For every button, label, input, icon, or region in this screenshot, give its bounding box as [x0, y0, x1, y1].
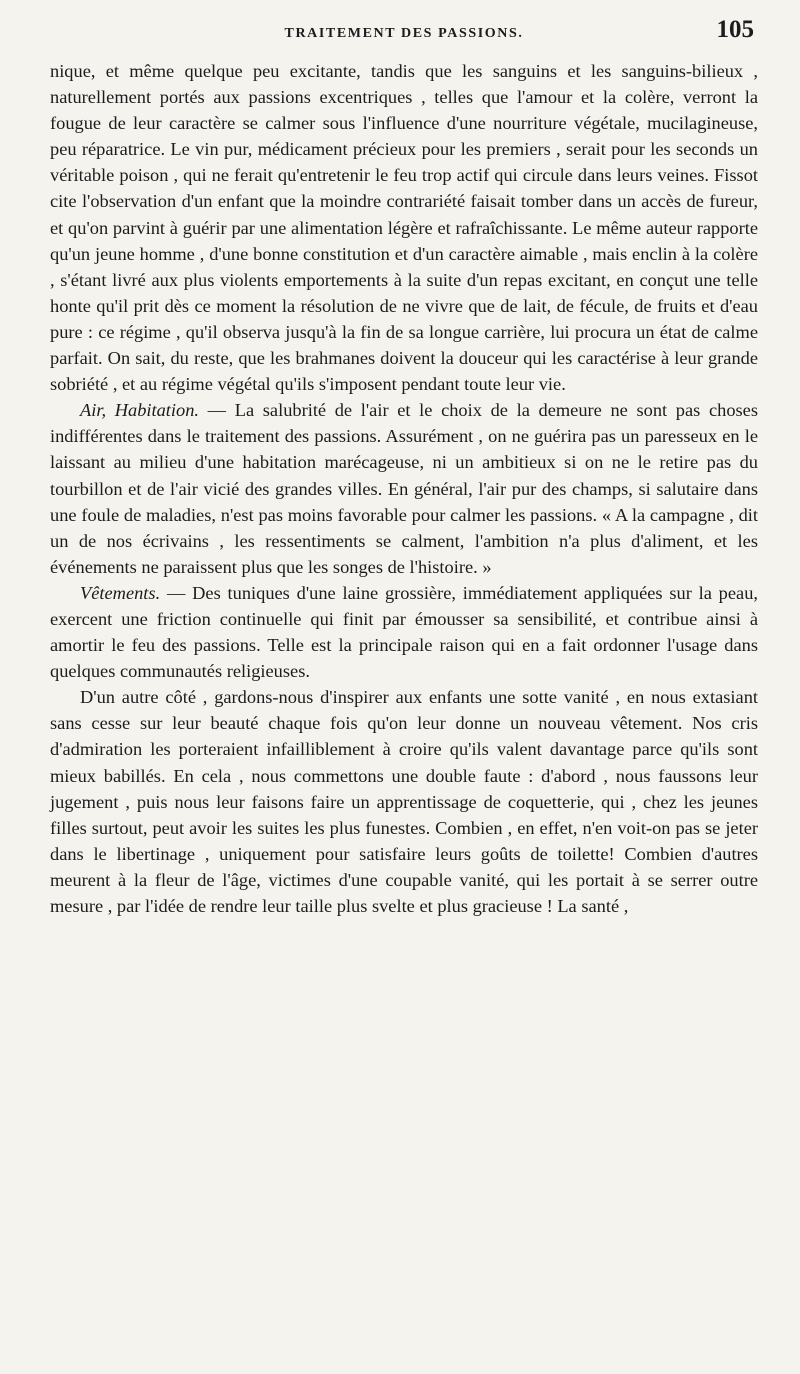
paragraph-3-text: — Des tuniques d'une laine grossière, immédiatement appliquées sur la peau, exercent une friction continuelle qui finit par émousser sa sensibilité, et contribue ainsi à amortir le feu des passions. Telle est la principale raison qui en a fait ordonner l'usage dans quelques communautés religieuses.: [50, 582, 758, 682]
section-title-vetements: Vêtements.: [80, 582, 161, 603]
running-title: TRAITEMENT DES PASSIONS.: [284, 26, 524, 41]
paragraph-2-text: — La salubrité de l'air et le choix de la demeure ne sont pas choses indifférentes dans le traitement des passions. Assurément , on ne guérira pas un paresseux en le laissant au milieu d'une habitation marécageuse, ni un ambitieux si on ne le retire pas du tourbillon et de l'air vicié des grandes villes. En général, l'air pur des champs, si salutaire dans une foule de maladies, n'est pas moins favorable pour calmer les passions. « A la campagne , dit un de nos écrivains , les ressentiments se calment, l'ambition n'a plus d'aliment, et les événements ne paraissent plus que les songes de l'histoire. »: [50, 400, 759, 577]
body-text: [50, 58, 758, 919]
section-title-air-habitation: Air, Habitation.: [80, 400, 200, 421]
paragraph-4: D'un autre côté , gardons-nous d'inspirer aux enfants une sotte vanité , en nous extasiant sans cesse sur leur beauté chaque fois qu'on leur donne un nouveau vêtement. Nos cris d'admiration les porteraient infailliblement à croire qu'ils valent davantage parce qu'ils sont mieux babillés. En cela , nous commettons une double faute : d'abord , nous faussons leur jugement , puis nous leur faisons faire un apprentissage de coquetterie, qui , chez les jeunes filles surtout, peut avoir les suites les plus funestes. Combien , en effet, n'en voit-on pas se jeter dans le libertinage , uniquement pour satisfaire leurs goûts de toilette! Combien d'autres meurent à la fleur de l'âge, victimes d'une coupable vanité, qui les portait à se serrer outre mesure , par l'idée de rendre leur taille plus svelte et plus gracieuse ! La santé ,: [50, 687, 758, 916]
page-number: 105: [716, 16, 754, 43]
paragraph-3: [50, 580, 758, 684]
paragraph-2: [50, 397, 758, 580]
running-head: [50, 16, 758, 52]
paragraph-1: nique, et même quelque peu excitante, tandis que les sanguins et les sanguins-bilieux , naturellement portés aux passions excentriques , telles que l'amour et la colère, verront la fougue de leur caractère se calmer sous l'influence d'une nourriture végétale, mucilagineuse, peu réparatrice. Le vin pur, médicament précieux pour les premiers , serait pour les seconds un véritable poison , qui ne ferait qu'entretenir le feu trop actif qui circule dans leurs veines. Fissot cite l'observation d'un enfant que la moindre contrariété faisait tomber dans un accès de fureur, et qu'on parvint à guérir par une alimentation légère et rafraîchissante. Le même auteur rapporte qu'un jeune homme , d'une bonne constitution et d'un caractère aimable , mais enclin à la colère , s'étant livré aux plus violents emportements à la suite d'un repas excitant, en conçut une telle honte qu'il prit dès ce moment la résolution de ne vivre que de lait, de fécule, de fruits et d'eau pure : ce régime , qu'il observa jusqu'à la fin de sa longue carrière, lui procura un état de calme parfait. On sait, du reste, que les brahmanes doivent la douceur qui les caractérise à leur grande sobriété , et au régime végétal qu'ils s'imposent pendant toute leur vie.: [50, 61, 758, 395]
